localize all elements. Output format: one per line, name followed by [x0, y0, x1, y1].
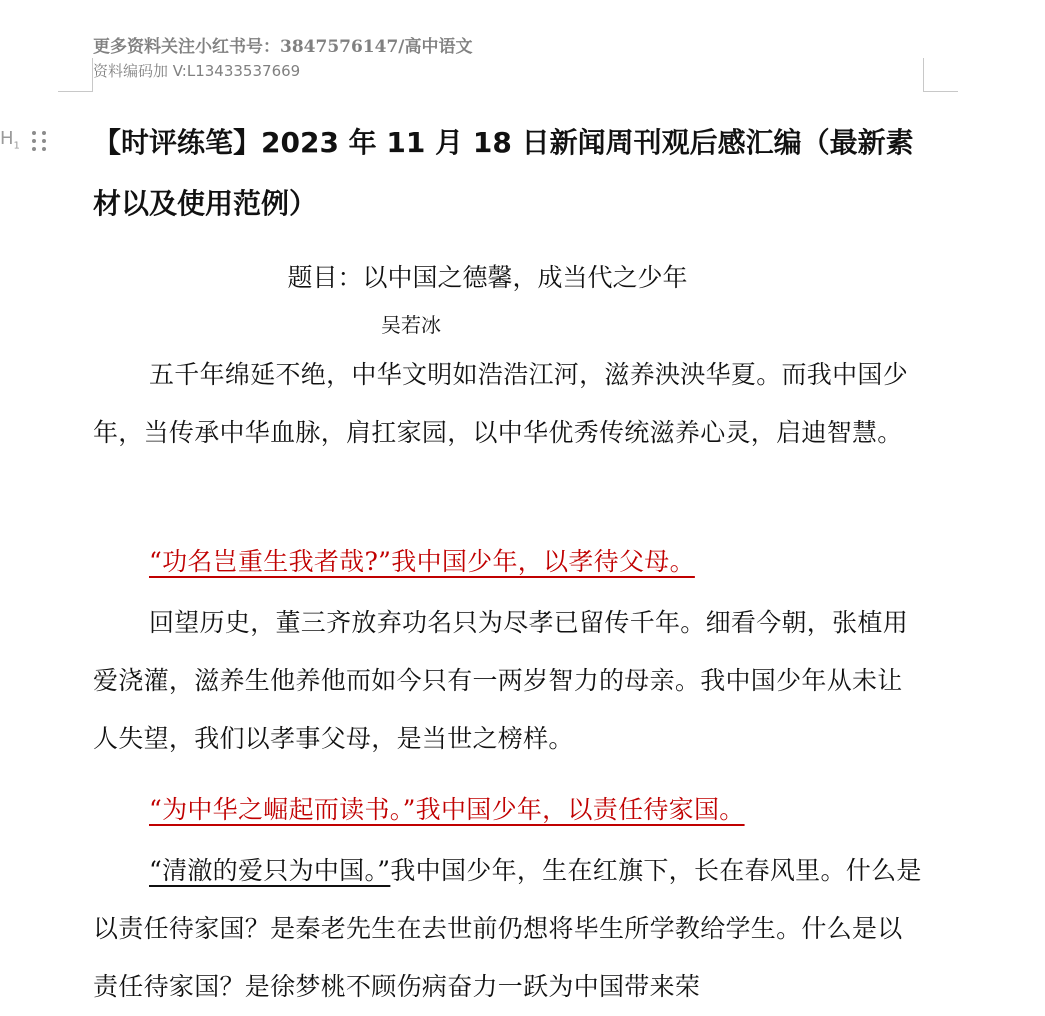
heading-level-icon[interactable]: $H_1$: [0, 128, 20, 152]
paragraph-1[interactable]: [93, 346, 925, 462]
document-title[interactable]: 【时评练笔】2023 年 11 月 18 日新闻周刊观后感汇编（最新素材以及使用范例）: [93, 126, 914, 220]
essay-subtitle[interactable]: 题目：以中国之德馨，成当代之少年: [287, 263, 688, 292]
essay-author[interactable]: 吴若冰: [381, 313, 441, 337]
margin-corner-right: [923, 58, 958, 92]
paragraph-text: 五千年绵延不绝，中华文明如浩浩江河，滋养泱泱华夏。而我中国少年，当传承中华血脉，肩扛家园，以中华优秀传统滋养心灵，启迪智慧。: [93, 360, 909, 447]
paragraph-3[interactable]: [93, 842, 925, 1016]
paragraph-2[interactable]: [93, 594, 925, 768]
quote-1[interactable]: [93, 533, 925, 591]
page-header: [93, 34, 473, 82]
paragraph-text: 我中国少年，生在红旗下，长在春风里。什么是以责任待家国？是秦老先生在去世前仍想将毕生所学教给学生。什么是以责任待家国？是徐梦桃不顾伤病奋力一跃为中国带来荣: [93, 856, 922, 1001]
quote-2[interactable]: [93, 781, 925, 839]
quote-text-red: “功名岂重生我者哉?”我中国少年，以孝待父母。: [149, 547, 695, 576]
header-line-1: 更多资料关注小红书号：3847576147/高中语文: [93, 37, 473, 57]
quote-text-underlined: “清澈的爱只为中国。”: [149, 856, 391, 885]
margin-corner-left: [58, 58, 93, 92]
paragraph-text: 回望历史，董三齐放弃功名只为尽孝已留传千年。细看今朝，张植用爱浇灌，滋养生他养他而如今只有一两岁智力的母亲。我中国少年从未让人失望，我们以孝事父母，是当世之榜样。: [93, 608, 909, 753]
drag-handle-icon[interactable]: [31, 129, 47, 153]
header-line-2: 资料编码加 V:L13433537669: [93, 62, 301, 80]
quote-text-red: “为中华之崛起而读书。”我中国少年，以责任待家国。: [149, 795, 745, 824]
heading-level-label: H: [0, 128, 14, 149]
